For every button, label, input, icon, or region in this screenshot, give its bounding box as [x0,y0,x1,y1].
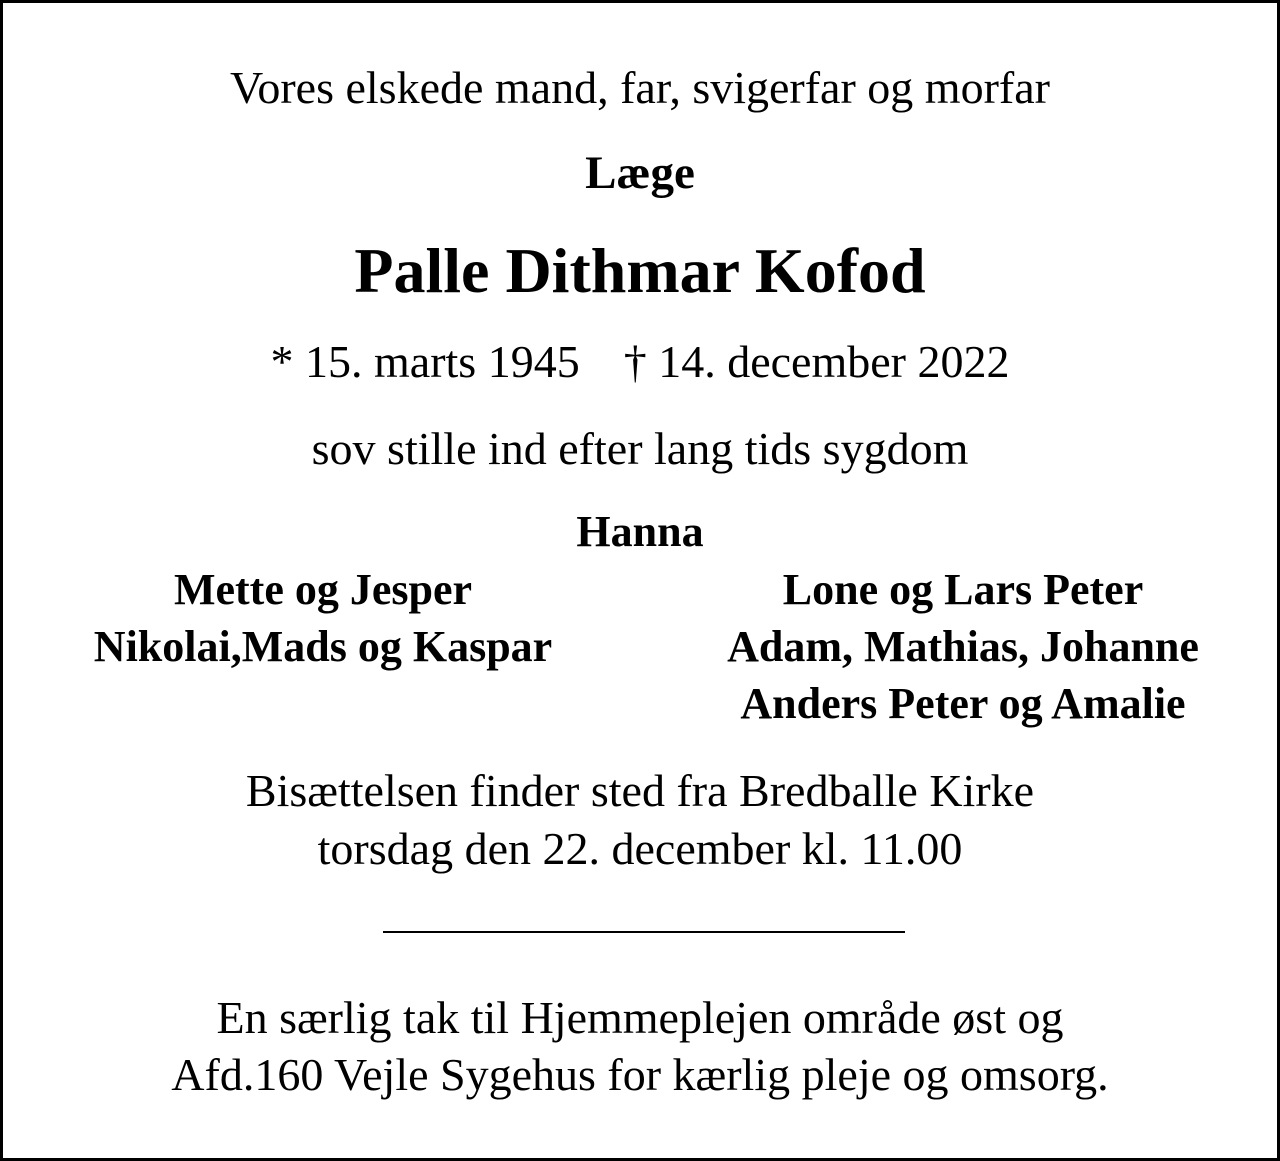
intro-line: Vores elskede mand, far, svigerfar og morfar [230,62,1050,113]
thanks-line: En særlig tak til Hjemmeplejen område øst og [216,992,1064,1043]
funeral-line: torsdag den 22. december kl. 11.00 [317,823,963,874]
family-right-line: Adam, Mathias, Johanne [727,622,1199,671]
spouse-name: Hanna [576,507,704,556]
deceased-name: Palle Dithmar Kofod [354,235,926,306]
passing-line: sov stille ind efter lang tids sygdom [311,423,969,474]
family-left-line: Nikolai,Mads og Kaspar [93,622,553,671]
life-dates [3,336,1277,387]
profession-title: Læge [585,147,695,199]
divider [383,931,905,933]
family-right-line: Anders Peter og Amalie [740,679,1186,728]
birth-date: * 15. marts 1945 [270,336,580,387]
family-column-left [23,561,623,675]
funeral-line: Bisættelsen finder sted fra Bredballe Kirke [245,765,1035,816]
family-left-line: Mette og Jesper [173,565,473,614]
family-right-line: Lone og Lars Peter [782,565,1144,614]
thanks-line: Afd.160 Vejle Sygehus for kærlig pleje og omsorg. [171,1049,1109,1100]
family-column-right [663,561,1263,732]
death-date: † 14. december 2022 [623,336,1010,387]
